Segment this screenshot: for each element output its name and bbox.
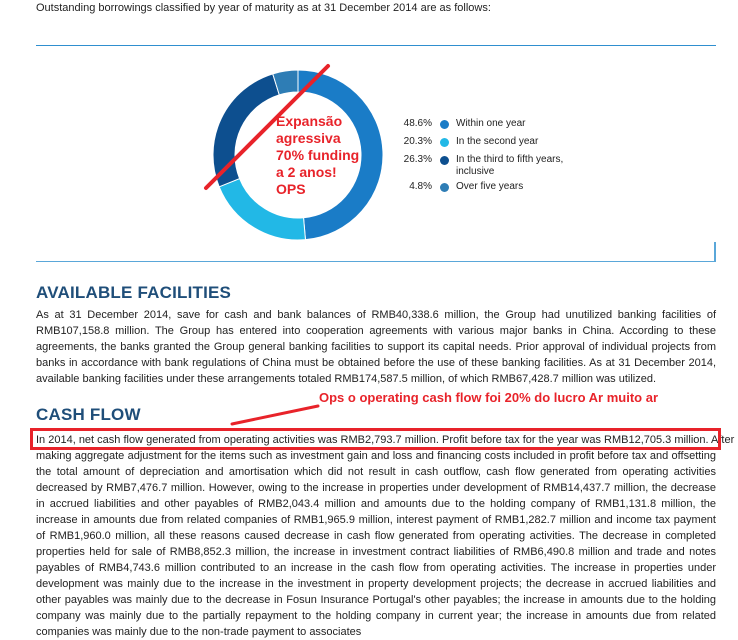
available-facilities-heading: AVAILABLE FACILITIES [36,283,232,302]
cash-flow-highlighted-line: In 2014, net cash flow generated from operating activities was RMB2,793.7 million. Profit before tax for the year was RMB12,705.3 million. After [36,434,735,446]
cash-flow-paragraph: making aggregate adjustment for the items such as investment gain and loss and financing costs included in profit before tax and offsetting the total amount of depreciation and amortisation which did not result in cash outflow, cash flow generated from operating activities decreased by RMB7,476.7 million. However, owing to the increase in properties under development of RMB14,437.7 million, the decrease in accrued liabilities and other payables of RMB2,043.4 million and amounts due to the holding company of RMB1,131.8 million, the increase in amounts due from related companies of RMB1,965.9 million, interest payment of RMB1,282.7 million and income tax payment of RMB1,960.0 million, all these reasons caused decrease in cash flow generated from operating activities. The decrease in completed properties held for sale of RMB8,852.3 million, the increase in investment contract liabilities of RMB6,490.8 million and trade and notes payables of RMB4,743.6 million contributed to an increase in the cash flow from operating activities. The increase in properties under development was mainly due to the increase in the investment in property development projects; the decrease in accrued liabilities and other payables was mainly due to the decrease in Fosun Insurance Portugal's other payables; the increase in amounts due to the holding company was mainly due to the partially repayment to the holding company in current year; the increase in amounts due from related companies was mainly due to the non-trade payment to associates [36,450,716,638]
section-frame-bottom [36,261,716,262]
legend-value: 26.3% [403,154,432,165]
legend-label: In the second year [456,136,539,147]
legend-value: 4.8% [409,181,432,192]
legend-value: 48.6% [403,118,432,129]
legend-label: Over five years [456,181,524,192]
cash-flow-annotation: Ops o operating cash flow foi 20% do lucro Ar muito ar [319,390,659,405]
section-frame-right [714,242,716,262]
legend-label: In the third to fifth years, inclusive [456,154,564,177]
available-facilities-paragraph: As at 31 December 2014, save for cash and bank balances of RMB40,338.6 million, the Group had unutilized banking facilities of RMB107,158.8 million. The Group has entered into cooperation agreements with various major banks in China. According to these agreements, the banks granted the Group general banking facilities to support its capital needs. Prior approval of individual projects from banks in accordance with bank regulations of China must be obtained before the use of these banking facilities. As at 31 December 2014, available banking facilities under these arrangements totaled RMB174,587.5 million, of which RMB67,428.7 million was utilized. [36,309,716,385]
highlight-box [30,428,735,450]
cash-flow-heading: CASH FLOW [36,405,141,424]
chart-handwritten-annotation: Expansão agressiva 70% funding a 2 anos! OPS [276,113,360,197]
legend-label: Within one year [456,118,526,129]
strike-line [206,66,328,188]
legend-value: 20.3% [403,136,432,147]
annotation-pointer-line [232,406,318,424]
intro-text: Outstanding borrowings classified by year of maturity as at 31 December 2014 are as follows: [36,2,491,14]
